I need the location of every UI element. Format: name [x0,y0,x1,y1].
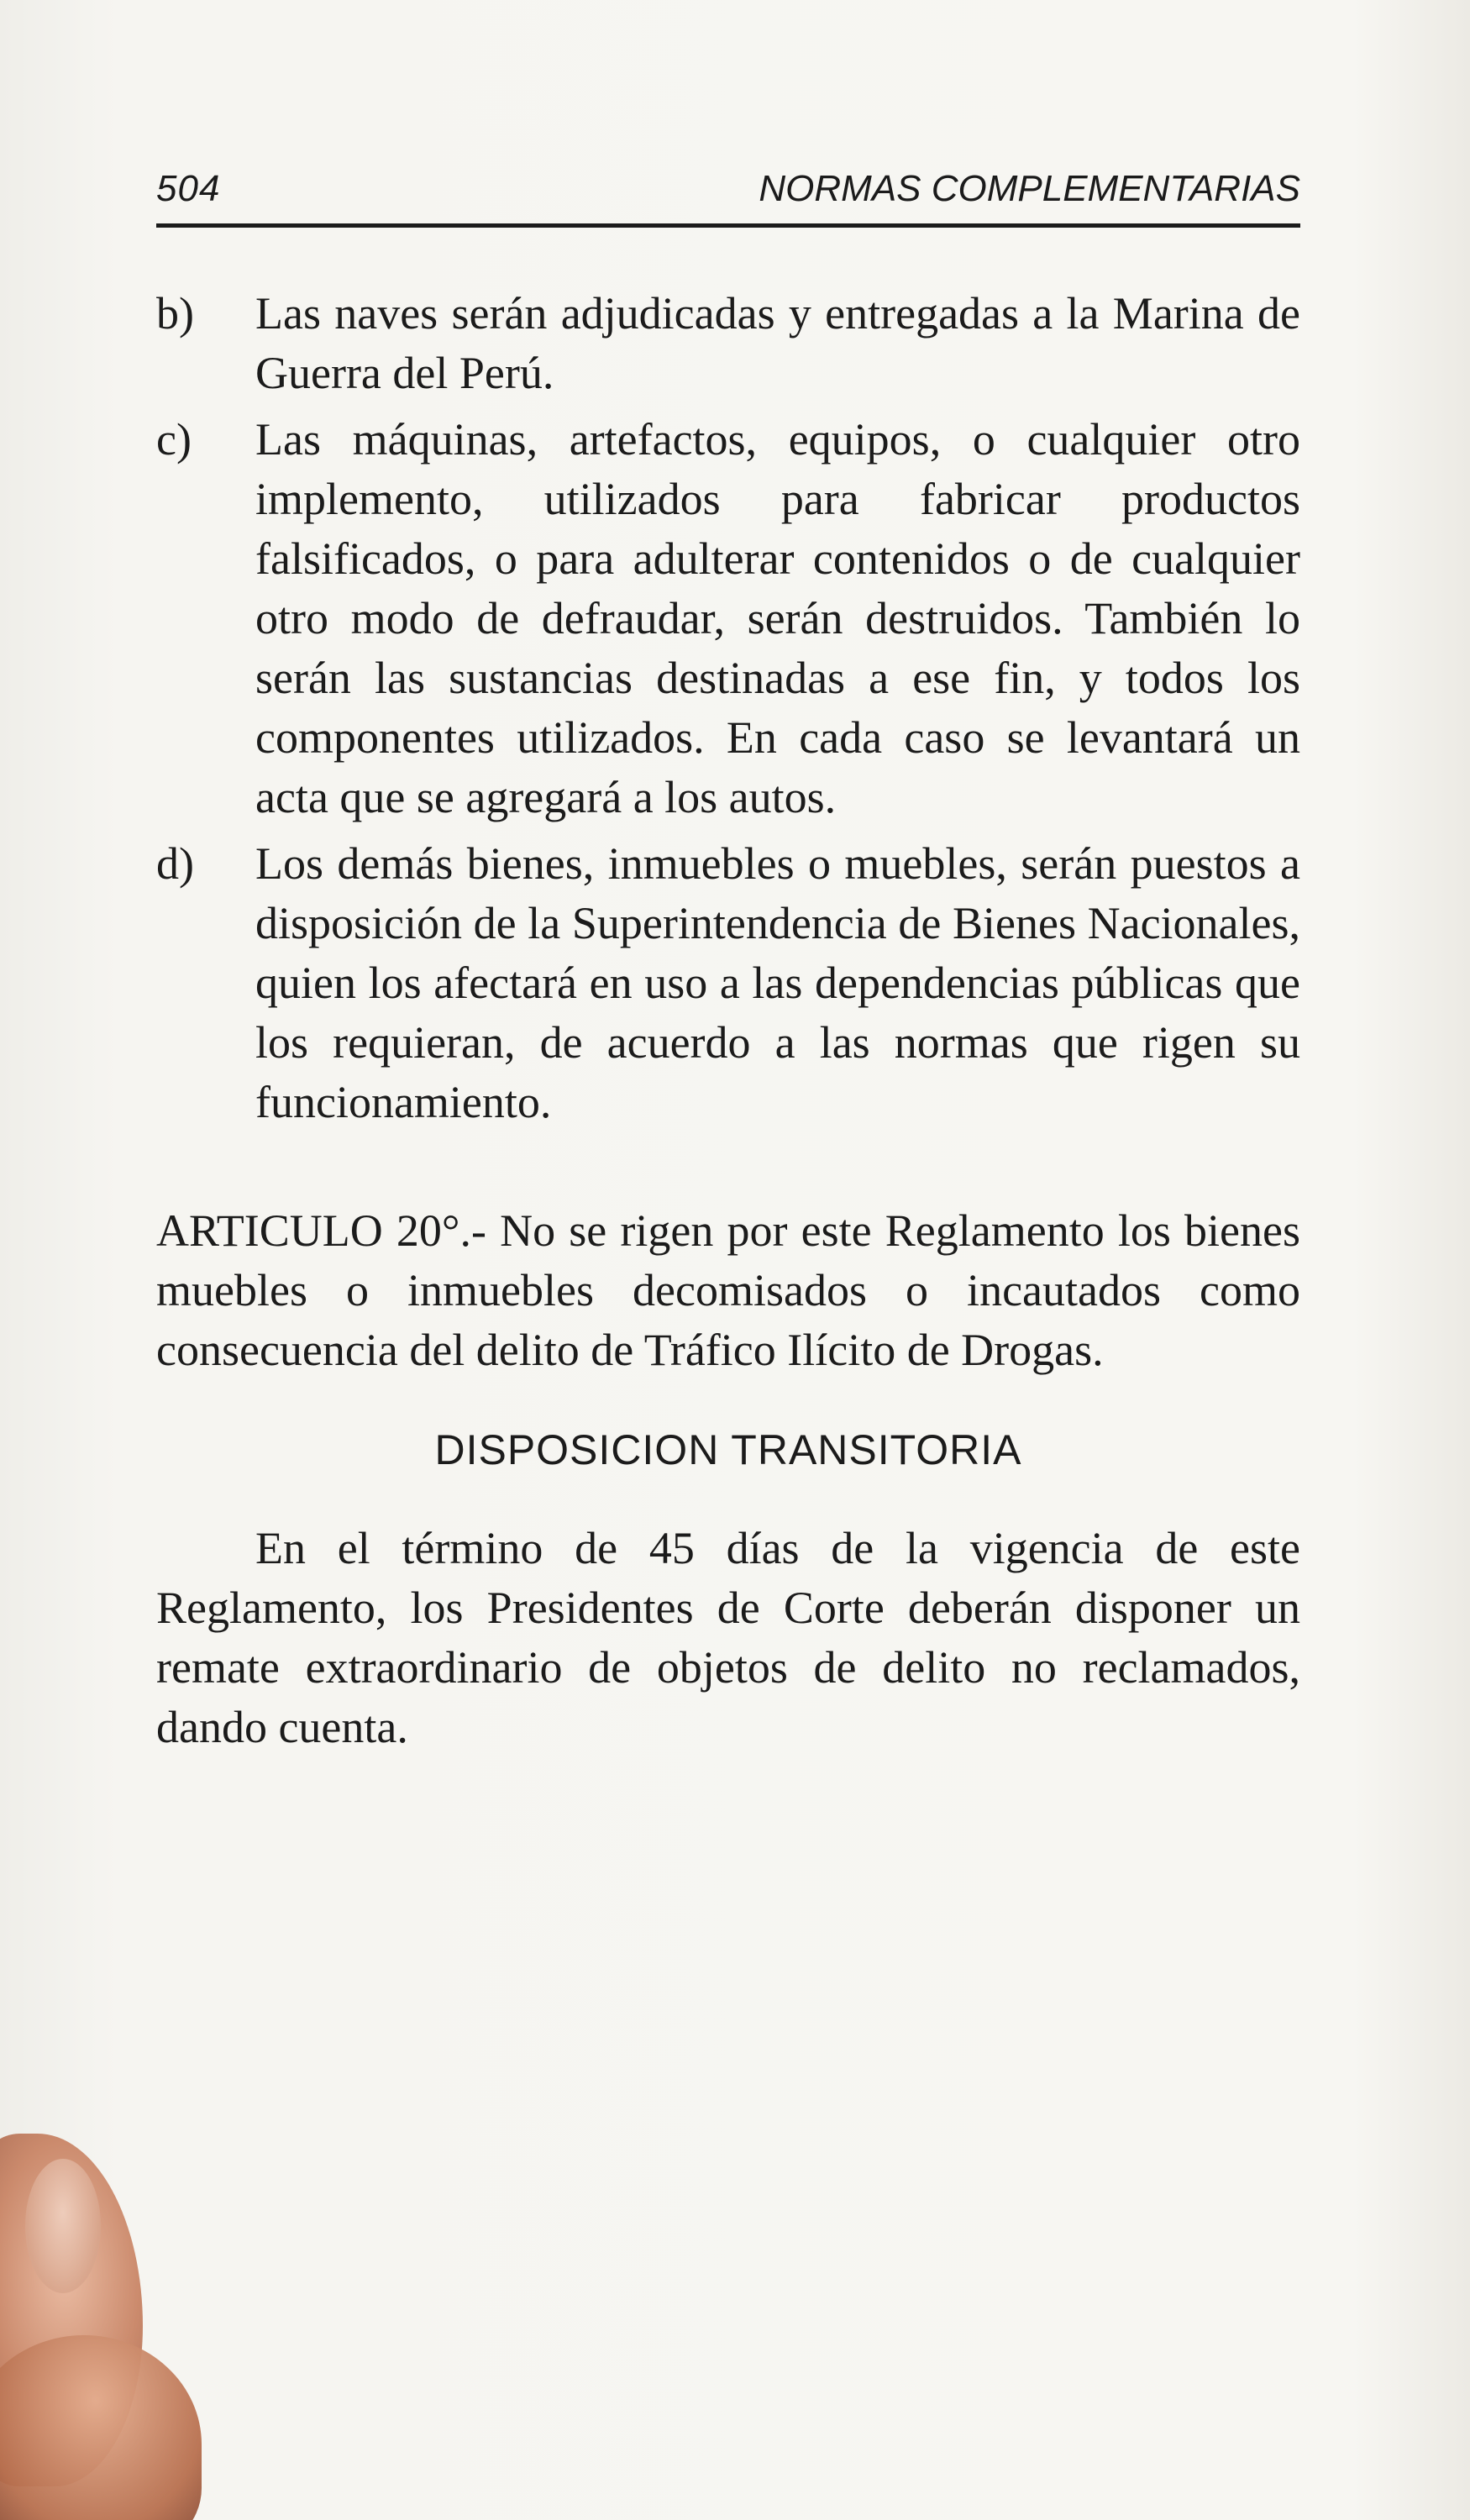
list-item-text: Las naves serán adjudicadas y entregadas a la Marina de Guerra del Perú. [255,288,1300,398]
section-heading: DISPOSICION TRANSITORIA [434,1426,1022,1473]
page-header [156,165,1300,228]
list-item-b [156,284,1300,403]
list-item-d [156,834,1300,1132]
thumbnail-image [25,2159,101,2293]
running-head: NORMAS COMPLEMENTARIAS [759,168,1300,209]
list-item-marker: b) [156,288,194,339]
list-item-marker: d) [156,838,194,889]
page-number: 504 [156,168,221,209]
transitory-paragraph: En el término de 45 días de la vigencia de este Reglamento, los Presidentes de Corte deberán disponer un remate extraordinario de objetos de delito no reclamados, dando cuenta. [156,1523,1300,1752]
article-20: ARTICULO 20°.- No se rigen por este Reglamento los bienes muebles o inmuebles decomisados o incautados como consecuencia del delito de Tráfico Ilícito de Drogas. [156,1205,1300,1375]
list-item-text: Los demás bienes, inmuebles o muebles, serán puestos a disposición de la Superintendencia de Bienes Nacionales, quien los afectará en uso a las dependencias públicas que los requieran, de acuerdo a las normas que rigen su funcionamiento. [255,838,1300,1127]
list-item-c [156,410,1300,827]
list-item-marker: c) [156,414,192,465]
finger-image [0,2335,202,2520]
body-text [156,284,1300,1757]
list-item-text: Las máquinas, artefactos, equipos, o cualquier otro implemento, utilizados para fabricar productos falsificados, o para adulterar contenidos o de cualquier otro modo de defraudar, serán destruidos. También lo serán las sustancias destinadas a ese fin, y todos los componentes utilizados. En cada caso se levantará un acta que se agregará a los autos. [255,414,1300,822]
